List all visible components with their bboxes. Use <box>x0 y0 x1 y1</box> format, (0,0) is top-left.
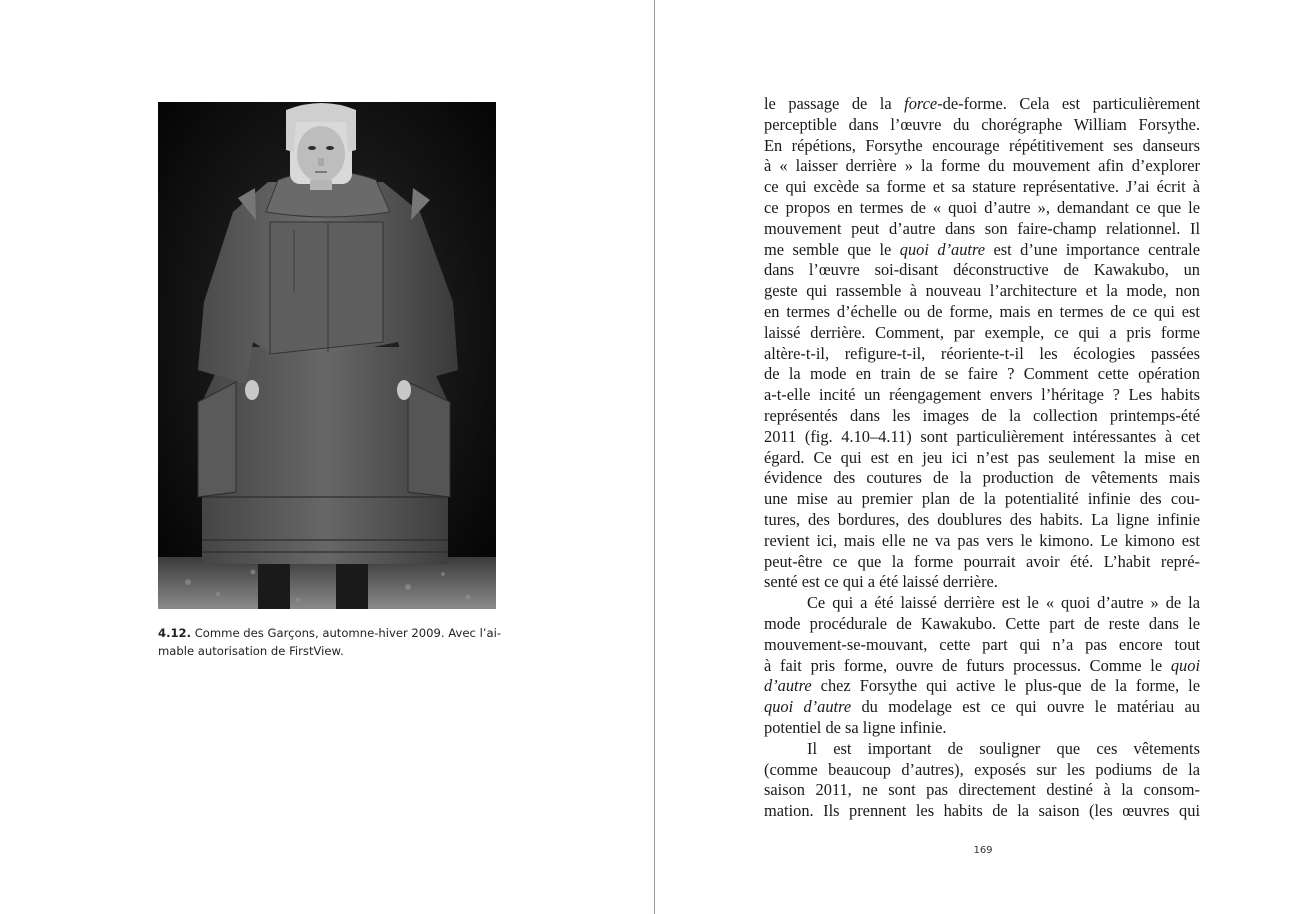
text-segment: tures, des bordures, des doublures des habits. La ligne infinie <box>764 509 1200 529</box>
text-segment: En répétions, Forsythe encourage répétitivement ses danseurs <box>764 135 1200 155</box>
text-line <box>764 94 1200 115</box>
text-line <box>764 364 1200 385</box>
text-segment: me semble que le <box>764 239 900 259</box>
text-line <box>764 572 1200 593</box>
text-line <box>764 760 1200 781</box>
left-page <box>0 0 654 914</box>
text-line <box>764 510 1200 531</box>
text-line <box>764 531 1200 552</box>
runway-photo <box>158 102 496 609</box>
text-line <box>764 448 1200 469</box>
text-segment: Ce qui a été laissé derrière est le « quoi d’autre » de la <box>807 593 1200 613</box>
text-line <box>764 385 1200 406</box>
text-line <box>764 656 1200 677</box>
text-line <box>764 281 1200 302</box>
text-segment: quoi <box>1170 655 1200 675</box>
caption-line-1: Comme des Garçons, automne-hiver 2009. Avec l’ai- <box>194 626 502 640</box>
text-line <box>764 427 1200 448</box>
text-segment: évidence des coutures de la production de vêtements mais <box>764 468 1200 488</box>
text-segment: est d’une importance centrale <box>985 239 1200 259</box>
text-line <box>764 718 1200 739</box>
text-segment: égard. Ce qui est en jeu ici n’est pas seulement la mise en <box>764 447 1200 467</box>
text-line <box>764 115 1200 136</box>
text-segment: Il est important de souligner que ces vêtements <box>807 738 1200 758</box>
body-text <box>764 94 1200 822</box>
text-segment: revient ici, mais elle ne va pas vers le kimono. Le kimono est <box>764 530 1200 550</box>
text-segment: mode procédurale de Kawakubo. Cette part de reste dans le <box>764 613 1200 633</box>
text-line <box>764 302 1200 323</box>
text-line <box>764 593 1200 614</box>
text-line <box>764 552 1200 573</box>
text-segment: une mise au premier plan de la potentialité infinie des cou- <box>764 489 1200 509</box>
text-line <box>764 697 1200 718</box>
text-line <box>764 323 1200 344</box>
text-line <box>764 219 1200 240</box>
text-segment: (comme beaucoup d’autres), exposés sur les podiums de la <box>764 759 1200 779</box>
text-segment: du modelage est ce qui ouvre le matériau au <box>851 697 1200 717</box>
text-segment: quoi d’autre <box>764 697 852 717</box>
text-line <box>764 468 1200 489</box>
text-segment: ce qui excède sa forme et sa stature représentative. J’ai écrit à <box>764 177 1200 197</box>
text-segment: laissé derrière. Comment, par exemple, ce qui a pris forme <box>764 322 1200 342</box>
text-line <box>764 406 1200 427</box>
text-segment: potentiel de sa ligne infinie. <box>764 717 947 737</box>
caption-line-2: mable autorisation de FirstView. <box>158 644 344 658</box>
text-segment: senté est ce qui a été laissé derrière. <box>764 572 998 592</box>
text-segment: en termes d’échelle ou de forme, mais en termes de ce qui est <box>764 301 1200 321</box>
text-segment: de la mode en train de se faire ? Comment cette opération <box>764 364 1200 384</box>
text-line <box>764 240 1200 261</box>
text-segment: d’autre <box>764 676 812 696</box>
text-segment: force <box>904 94 938 113</box>
text-segment: mouvement-se-mouvant, cette part qui n’a pas encore tout <box>764 634 1200 654</box>
text-segment: dans l’œuvre soi-disant déconstructive de Kawakubo, un <box>764 260 1200 280</box>
text-segment: peut-être ce que la forme pourrait avoir été. L’habit repré- <box>764 551 1200 571</box>
text-line <box>764 344 1200 365</box>
text-segment: représentés dans les images de la collection printemps-été <box>764 405 1200 425</box>
text-line <box>764 780 1200 801</box>
text-segment: geste qui rassemble à nouveau l’architecture et la mode, non <box>764 281 1200 301</box>
text-segment: ce propos en termes de « quoi d’autre », demandant ce que le <box>764 197 1200 217</box>
text-segment: mouvement peut d’autre dans son faire-champ relationnel. Il <box>764 218 1200 238</box>
text-line <box>764 614 1200 635</box>
text-segment: à fait pris forme, ouvre de futurs processus. Comme le <box>764 655 1171 675</box>
text-segment: quoi d’autre <box>899 239 986 259</box>
text-segment: mation. Ils prennent les habits de la saison (les œuvres qui <box>764 801 1200 821</box>
text-line <box>764 156 1200 177</box>
caption-number: 4.12. <box>158 626 192 640</box>
text-line <box>764 177 1200 198</box>
text-line <box>764 801 1200 822</box>
text-line <box>764 676 1200 697</box>
text-segment: -de-forme. Cela est particulièrement <box>937 94 1200 113</box>
text-segment: le passage de la <box>764 94 905 113</box>
text-segment: saison 2011, ne sont pas directement destiné à la consom- <box>764 780 1200 800</box>
text-segment: chez Forsythe qui active le plus-que de la forme, le <box>811 676 1200 696</box>
text-line <box>764 198 1200 219</box>
text-segment: a-t-elle incité un réengagement envers l’héritage ? Les habits <box>764 385 1200 405</box>
page-number: 169 <box>973 845 993 856</box>
text-line <box>764 739 1200 760</box>
text-segment: perceptible dans l’œuvre du chorégraphe William Forsythe. <box>764 114 1200 134</box>
text-line <box>764 489 1200 510</box>
text-segment: à « laisser derrière » la forme du mouvement afin d’explorer <box>764 156 1200 176</box>
text-line <box>764 635 1200 656</box>
text-line <box>764 136 1200 157</box>
text-segment: 2011 (fig. 4.10–4.11) sont particulièrement intéressantes à cet <box>764 426 1200 446</box>
text-segment: altère-t-il, refigure-t-il, réoriente-t-il les écologies passées <box>764 343 1200 363</box>
figure-caption <box>158 624 503 660</box>
text-line <box>764 260 1200 281</box>
